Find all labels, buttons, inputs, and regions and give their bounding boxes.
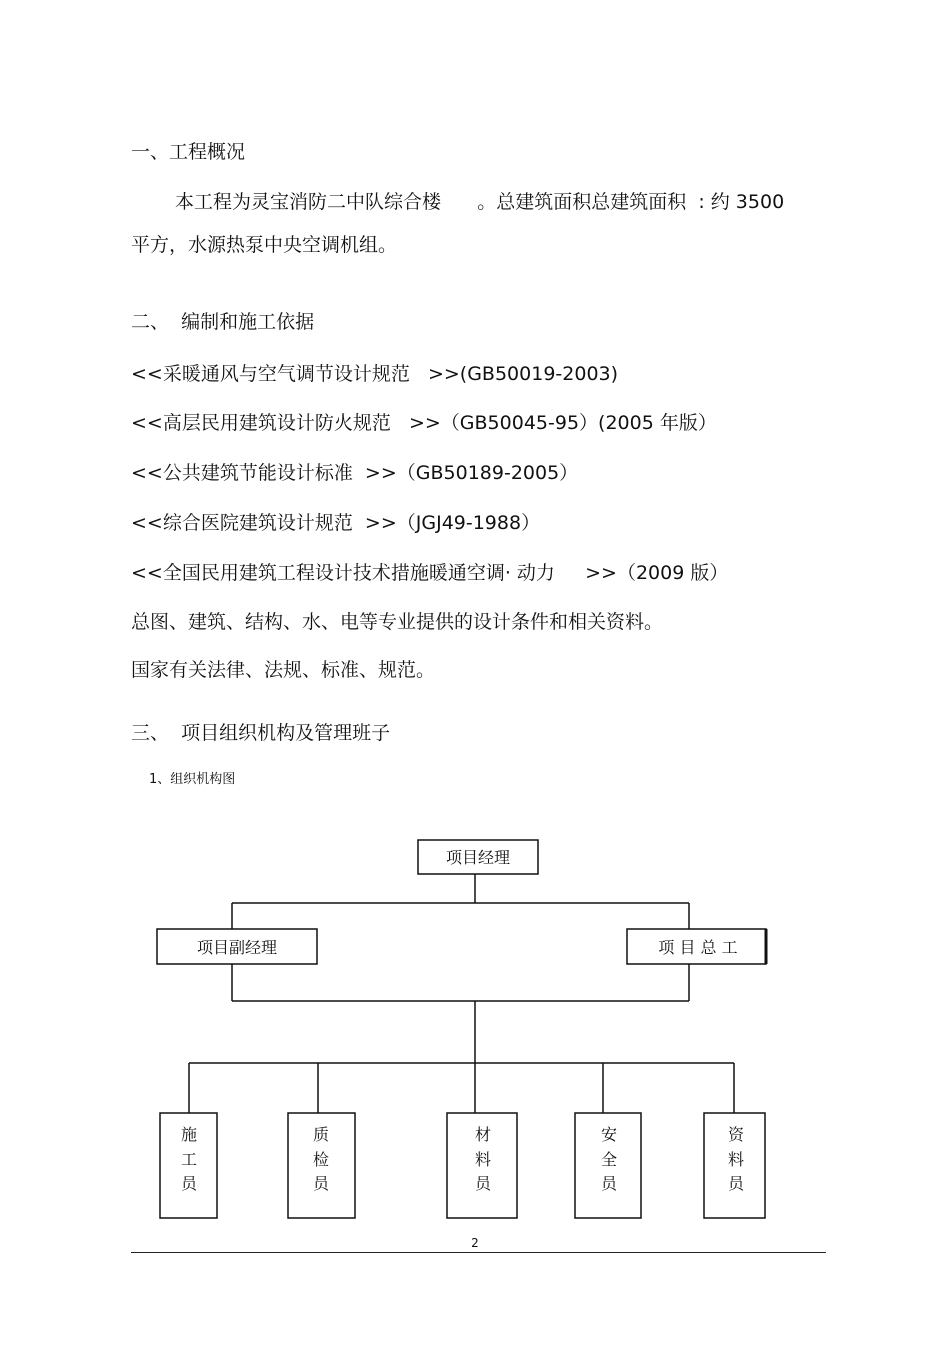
section-2-heading: 二、 编制和施工依据 (131, 311, 315, 333)
staff-char: 检 (312, 1150, 330, 1169)
page-number: 2 (471, 1236, 479, 1250)
section-3-subheading: 1、组织机构图 (149, 772, 236, 787)
basis-item: 国家有关法律、法规、标准、规范。 (131, 659, 436, 681)
staff-char: 员 (474, 1174, 492, 1193)
staff-char: 材 (474, 1125, 492, 1144)
staff-char: 员 (312, 1174, 330, 1193)
basis-item: <<采暖通风与空气调节设计规范 >>(GB50019-2003) (131, 363, 619, 385)
section-1-paragraph-line-1: 本工程为灵宝消防二中队综合楼 。总建筑面积总建筑面积 : 约 3500 (175, 191, 785, 213)
basis-item: 总图、建筑、结构、水、电等专业提供的设计条件和相关资料。 (131, 611, 664, 633)
staff-char: 员 (180, 1174, 198, 1193)
staff-char: 安 (600, 1125, 618, 1144)
staff-char: 料 (727, 1150, 745, 1169)
org-label-deputy-manager: 项目副经理 (196, 938, 278, 957)
staff-char: 员 (600, 1174, 618, 1193)
basis-item: <<综合医院建筑设计规范 >>（JGJ49-1988） (131, 512, 541, 534)
section-1-heading: 一、工程概况 (131, 141, 246, 163)
staff-char: 工 (180, 1150, 198, 1169)
section-3-heading: 三、 项目组织机构及管理班子 (131, 722, 391, 744)
basis-item: <<高层民用建筑设计防火规范 >>（GB50045-95）(2005 年版） (131, 412, 717, 434)
basis-item: <<全国民用建筑工程设计技术措施暖通空调· 动力 >>（2009 版） (131, 562, 729, 584)
footer-divider (131, 1252, 826, 1253)
staff-char: 施 (180, 1125, 198, 1144)
basis-item: <<公共建筑节能设计标准 >>（GB50189-2005） (131, 462, 579, 484)
org-label-manager: 项目经理 (445, 848, 511, 867)
staff-char: 料 (474, 1150, 492, 1169)
staff-char: 质 (312, 1125, 330, 1144)
section-1-paragraph-line-2: 平方，水源热泵中央空调机组。 (131, 234, 398, 256)
staff-char: 全 (600, 1150, 618, 1169)
staff-char: 员 (727, 1174, 745, 1193)
org-label-chief-engineer: 项 目 总 工 (658, 938, 738, 957)
staff-char: 资 (727, 1125, 745, 1144)
